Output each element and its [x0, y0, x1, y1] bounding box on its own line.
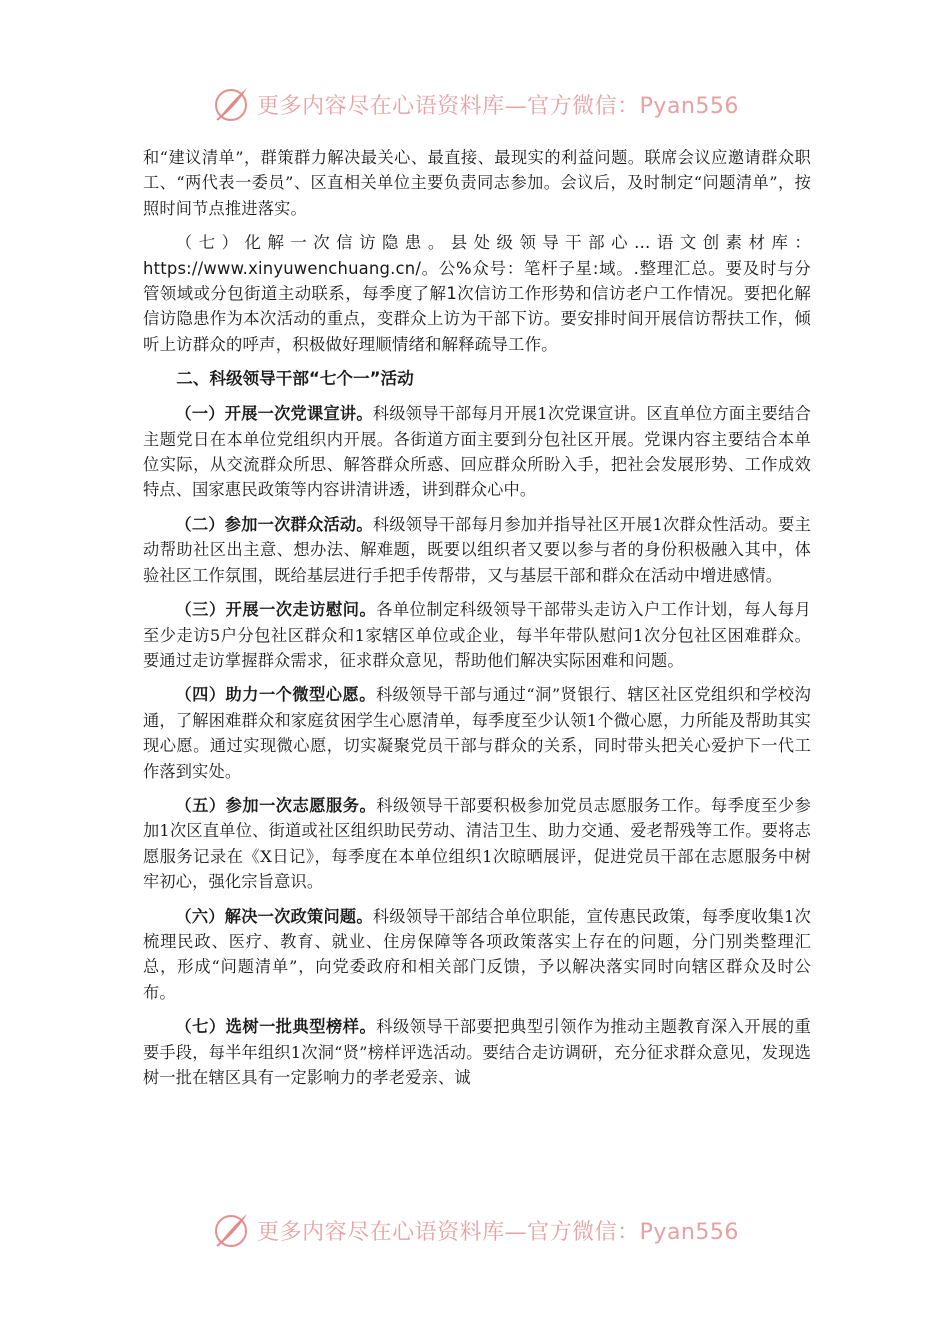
paragraph-continuation: [143, 145, 811, 221]
quill-pen-circle-icon: [211, 84, 251, 124]
paragraph-lead: （三）开展一次走访慰问。: [175, 600, 377, 620]
paragraph-text: 科级领导干部与通过“洞”贤银行、辖区社区党组织和学校沟通，了解困难群众和家庭贫困学生心愿清单，每季度至少认领1个微心愿，力所能及帮助其实现心愿。通过实现微心愿，切实凝聚党员干部与群众的关系，同时带头把关心爱护下一代工作落到实处。: [143, 685, 811, 781]
paragraph-text: 科级领导干部每月参加并指导社区开展1次群众性活动。要主动帮助社区出主意、想办法、解难题，既要以组织者又要以参与者的身份积极融入其中，体验社区工作氛围，既给基层进行手把手传帮带，又与基层干部和群众在活动中增进感情。: [143, 514, 811, 585]
paragraph-text: 科级领导干部结合单位职能，宣传惠民政策，每季度收集1次梳理民政、医疗、教育、就业、住房保障等各项政策落实上存在的问题，分门别类整理汇总，形成“问题清单”，向党委政府和相关部门反馈，予以解决落实同时向辖区群众及时公布。: [143, 906, 811, 1002]
footer-watermark-banner: [0, 1208, 950, 1252]
paragraph-text: 科级领导干部要把典型引领作为推动主题教育深入开展的重要手段，每半年组织1次洞“贤”榜样评选活动。要结合走访调研，充分征求群众意见，发现选树一批在辖区具有一定影响力的孝老爱亲、诚: [143, 1017, 811, 1087]
header-watermark-banner: [0, 82, 950, 126]
banner-text-cn: 更多内容尽在心语资料库—官方微信：: [257, 1219, 640, 1245]
paragraph-lead: （六）解决一次政策问题。: [175, 906, 373, 926]
paragraph-lead: （二）参加一次群众活动。: [175, 514, 373, 534]
banner-text-cn: 更多内容尽在心语资料库—官方微信：: [257, 93, 640, 119]
paragraph-text: 科级领导干部要积极参加党员志愿服务工作。每季度至少参加1次区直单位、街道或社区组织助民劳动、清洁卫生、助力交通、爱老帮残等工作。要将志愿服务记录在《X日记》，每季度在本单位组织1次晾晒展评，促进党员干部在志愿服务中树牢初心，强化宗旨意识。: [143, 795, 811, 892]
paragraph-item-2: [143, 512, 811, 588]
paragraph-lead: （四）助力一个微型心愿。: [175, 685, 376, 705]
paragraph-lead: （七）选树一批典型榜样。: [175, 1017, 377, 1037]
paragraph-item-4: [143, 682, 811, 784]
paragraph-lead: （五）参加一次志愿服务。: [175, 795, 377, 815]
paragraph-item-1: [143, 401, 811, 503]
paragraph-item-3: [143, 597, 811, 673]
banner-text: [257, 89, 739, 120]
document-body: [143, 145, 811, 1099]
banner-wechat-id: Pyan556: [639, 93, 739, 119]
paragraph-text: 和“建议清单”，群策群力解决最关心、最直接、最现实的利益问题。联席会议应邀请群众职工、“两代表一委员”、区直相关单位主要负责同志参加。会议后，及时制定“问题清单”，按照时间节点推进落实。: [143, 148, 811, 218]
paragraph-text: 科级领导干部每月开展1次党课宣讲。区直单位方面主要结合主题党日在本单位党组织内开展。各街道方面主要到分包社区开展。党课内容主要结合本单位实际，从交流群众所思、解答群众所惑、回应群众所盼入手，把社会发展形势、工作成效特点、国家惠民政策等内容讲清讲透，讲到群众心中。: [143, 404, 811, 500]
paragraph-text: （七）化解一次信访隐患。县处级领导干部心…语文创素材库：https://www.xinyuwenchuang.cn/。公%众号：笔杆子星:域。.整理汇总。要及时与分管领域或分包街道主动联系，每季度了解1次信访工作形势和信访老户工作情况。要把化解信访隐患作为本次活动的重点，变群众上访为干部下访。要安排时间开展信访帮扶工作，倾听上访群众的呼声，积极做好理顺情绪和解释疏导工作。: [143, 233, 811, 354]
paragraph-text: 各单位制定科级领导干部带头走访入户工作计划，每人每月至少走访5户分包社区群众和1家辖区单位或企业，每半年带队慰问1次分包社区困难群众。要通过走访掌握群众需求，征求群众意见，帮助他们解决实际困难和问题。: [143, 600, 811, 670]
section-heading-2: 二、科级领导干部“七个一”活动: [176, 369, 414, 389]
banner-text: [257, 1215, 739, 1246]
paragraph-7-petition: [143, 230, 811, 357]
paragraph-item-5: [143, 793, 811, 895]
banner-wechat-id: Pyan556: [639, 1219, 739, 1245]
paragraph-item-7: [143, 1014, 811, 1090]
paragraph-lead: （一）开展一次党课宣讲。: [175, 404, 373, 424]
quill-pen-circle-icon: [211, 1210, 251, 1250]
paragraph-item-6: [143, 904, 811, 1006]
